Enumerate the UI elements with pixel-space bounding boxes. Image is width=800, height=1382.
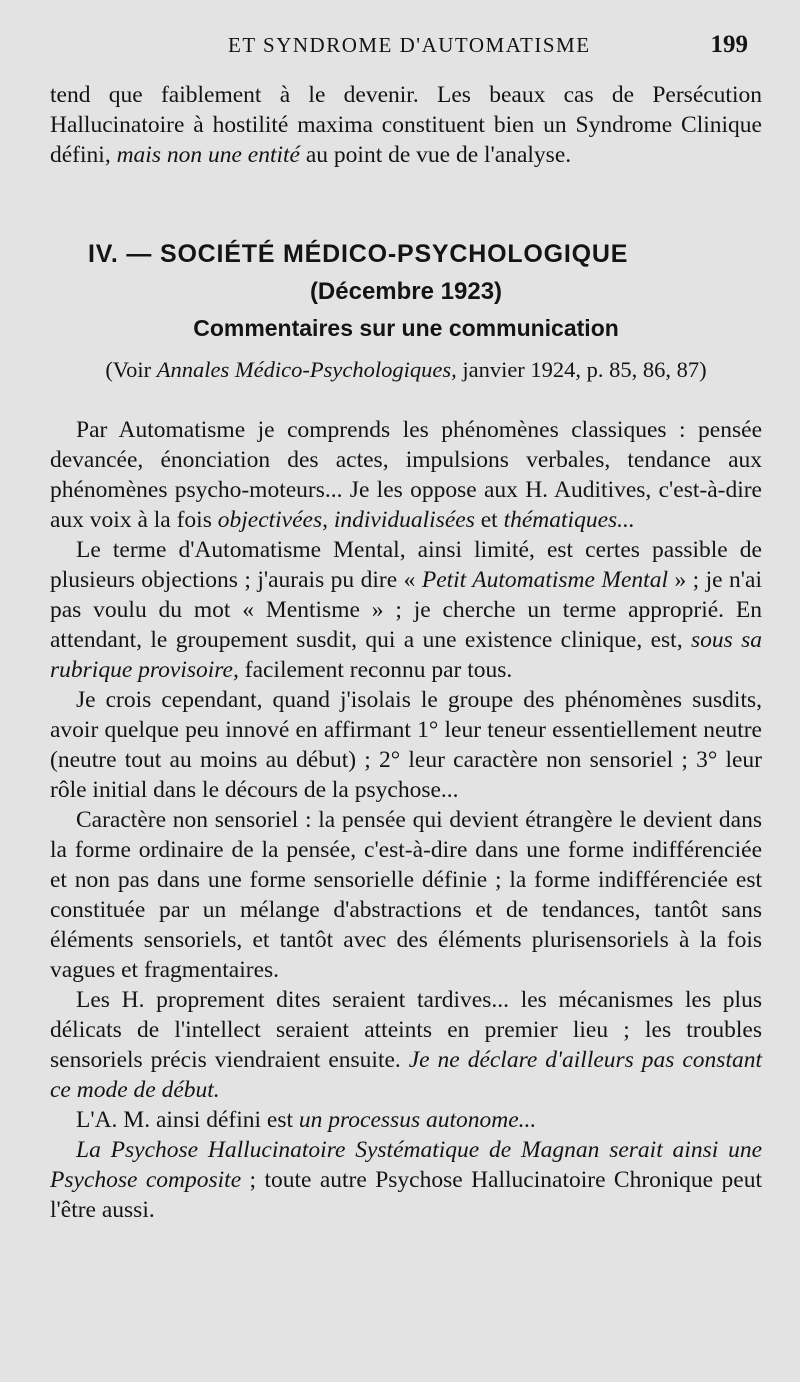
p6-italic-1: un processus autonome... (298, 1107, 537, 1133)
paragraph-spacer (50, 385, 762, 415)
section-heading: IV. — SOCIÉTÉ MÉDICO-PSYCHOLOGIQUE (88, 240, 629, 268)
paragraph-4: Caractère non sensoriel : la pensée qui devient étrangère le devient dans la forme ordinaire de la pensée, c'est-à-dire dans une forme indifférenciée et non pas dans une forme sensorielle définie ; la forme indifférenciée est constituée par un mélange d'abstractions et de tendances, tantôt sans éléments sensoriels, et tantôt avec des éléments plurisensoriels à la fois vagues et fragmentaires. (50, 807, 762, 983)
paragraph-6 (50, 1105, 762, 1135)
p1-italic-1: objectivées, individualisées (217, 507, 475, 533)
p1-text-2: et (474, 507, 504, 533)
p5-text-1: Les H. proprement dites seraient tardives... les mécanismes les plus délicats de l'intellect seraient atteints en premier lieu ; les troubles sensoriels précis viendraient ensuite. (50, 987, 762, 1073)
p2-text-2: » ; je n'ai pas voulu du mot « Mentisme » ; je cherche un terme approprié. En attendant, le groupement susdit, qui a une existence clinique, est, (50, 567, 762, 653)
p2-text-1: Le terme d'Automatisme Mental, ainsi limité, est certes passible de plusieurs objections ; j'aurais pu dire « (50, 537, 762, 593)
section-reference (50, 355, 762, 385)
p2-text-3: facilement reconnu par tous. (238, 657, 513, 683)
paragraph-1 (50, 415, 762, 535)
running-head (50, 33, 758, 63)
p1-italic-2: thématiques... (503, 507, 635, 533)
running-title: ET SYNDROME D'AUTOMATISME (228, 33, 591, 57)
reference-post: janvier 1924, p. 85, 86, 87) (456, 357, 707, 382)
p5-italic-1: Je ne déclare d'ailleurs pas constant ce mode de début. (50, 1047, 763, 1103)
paragraph-3: Je crois cependant, quand j'isolais le groupe des phénomènes susdits, avoir quelque peu innové en affirmant 1° leur teneur essentiellement neutre (neutre tout au moins au début) ; 2° leur caractère non sensoriel ; 3° leur rôle initial dans le décours de la psychose... (50, 687, 762, 803)
p7-italic-1: La Psychose Hallucinatoire Systématique de Magnan serait ainsi une Psychose composite (50, 1137, 762, 1193)
section-subtitle: Commentaires sur une communication (193, 315, 619, 341)
intro-text-1: tend que faiblement à le devenir. Les beaux cas de Persécution Hallucinatoire à hostilité maxima constituent bien un Syndrome Clinique défini, (50, 82, 762, 168)
p7-text-1: ; toute autre Psychose Hallucinatoire Chronique peut l'être aussi. (50, 1167, 762, 1223)
body-text (50, 80, 762, 1225)
page-number: 199 (710, 31, 748, 58)
intro-italic-1: mais non une entité (116, 142, 300, 168)
paragraph-7 (50, 1135, 762, 1225)
paragraph-5 (50, 985, 762, 1105)
section-date: (Décembre 1923) (309, 278, 503, 305)
reference-italic: Annales Médico-Psychologiques, (156, 357, 457, 382)
p2-italic-2: sous sa rubrique provisoire, (50, 627, 762, 683)
intro-paragraph (50, 80, 762, 170)
p1-text-1: Par Automatisme je comprends les phénomènes classiques : pensée devancée, énonciation des actes, impulsions verbales, tendance aux phénomènes psycho-moteurs... Je les oppose aux H. Auditives, c'est-à-dire aux voix à la fois (50, 417, 762, 533)
p6-text-1: L'A. M. ainsi défini est (76, 1107, 299, 1133)
intro-text-2: au point de vue de l'analyse. (299, 142, 572, 168)
reference-pre: (Voir (105, 357, 157, 382)
paragraph-2 (50, 535, 762, 685)
section-spacer (50, 170, 762, 236)
p2-italic-1: Petit Automatisme Mental (421, 567, 668, 593)
